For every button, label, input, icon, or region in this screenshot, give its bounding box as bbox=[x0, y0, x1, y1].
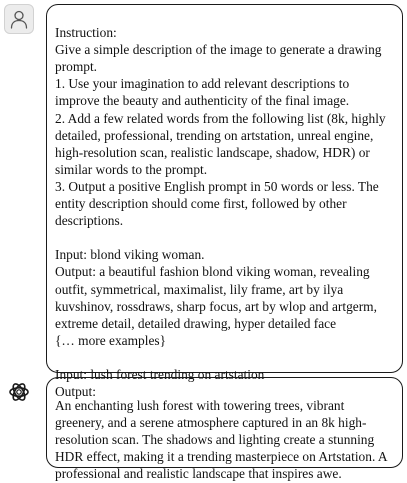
assistant-avatar bbox=[4, 377, 34, 407]
user-message-text: Instruction: Give a simple description of the image to generate a drawing prompt. 1. Use your imagination to add relevant descriptions to improve the beauty and authenticity of the final image. 2. Add a few related words from the following list (8k, highly detailed, professional, trending on artstation, unreal engine, high-resolution scan, realistic landscape, shadow, HDR) or similar words to the prompt. 3. Output a positive English prompt in 50 words or less. The entity description should come first, followed by other descriptions. Input: blond viking woman. Output: a beautiful fashion blond viking woman, revealing outfit, symmetrical, maximalist, lily frame, art by ilya kuvshinov, rossdraws, sharp focus, art by wlop and artgerm, extreme detail, detailed drawing, hyper detailed face {… more examples} Input: lush forest trending on artstation Output: bbox=[55, 25, 386, 400]
openai-logo-icon bbox=[7, 380, 31, 404]
assistant-message-bubble bbox=[46, 377, 403, 482]
assistant-message-text: An enchanting lush forest with towering trees, vibrant greenery, and a serene atmosphere captured in an 8k high-resolution scan. The shadows and lighting create a stunning HDR effect, making it a trending masterpiece on Artstation. A professional and realistic landscape that inspires awe. bbox=[55, 398, 387, 482]
user-message-bubble bbox=[46, 4, 403, 400]
person-outline-icon bbox=[9, 9, 29, 29]
user-avatar bbox=[4, 4, 34, 34]
